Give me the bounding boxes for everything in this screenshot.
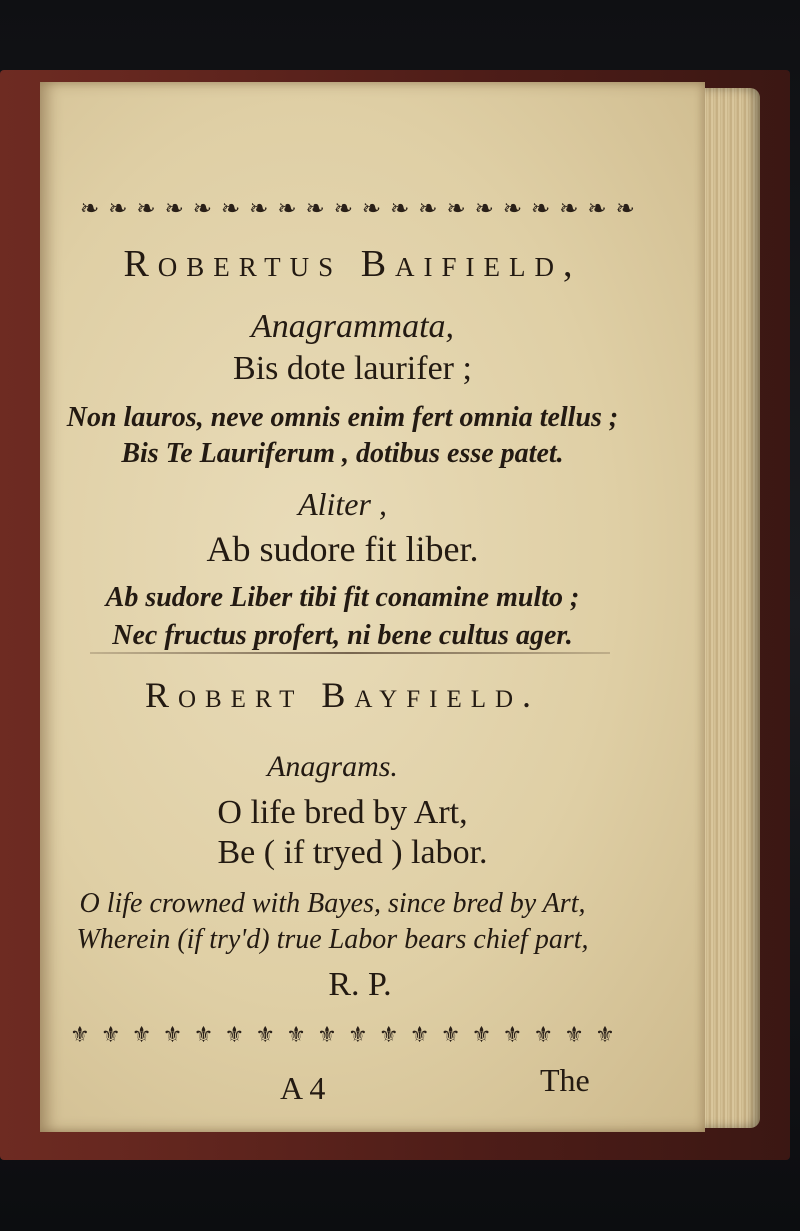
english-anagram-title: Anagrams. [267,750,398,783]
ornament-glyph: ❧ [615,196,635,222]
latin-anagram-title: Anagrammata, [250,308,455,345]
ornament-glyph: ❧ [277,196,297,222]
ornament-glyph: ⚜ [471,1022,492,1048]
ornament-glyph: ❧ [164,196,184,222]
ornament-glyph: ❧ [531,196,551,222]
ornament-glyph: ⚜ [131,1022,152,1048]
ornament-glyph: ⚜ [224,1022,245,1048]
ornament-glyph: ⚜ [193,1022,214,1048]
ornament-glyph: ⚜ [70,1022,90,1048]
catchword: The [540,1062,590,1098]
ornament-glyph: ❧ [474,196,494,222]
ornament-glyph: ❧ [361,196,382,222]
ornament-glyph: ❧ [80,196,100,222]
ornament-glyph: ⚜ [595,1022,615,1048]
english-name-heading: Robert Bayfield. [144,675,541,715]
signature-initials: R. P. [328,966,392,1003]
bottom-ornament-band [70,1018,615,1052]
latin-verse-2-line-1: Ab sudore Liber tibi fit conamine multo ; [105,582,580,613]
english-anagram-2: Be ( if tryed ) labor. [217,834,488,871]
ornament-glyph: ⚜ [162,1022,183,1048]
english-anagram-1: O life bred by Art, [217,794,468,831]
ornament-glyph: ❧ [418,196,438,222]
ornament-glyph: ⚜ [348,1022,368,1048]
top-ornament-band [80,192,635,226]
ornament-glyph: ⚜ [533,1022,554,1048]
ornament-glyph: ⚜ [378,1022,399,1048]
latin-verse-1-line-1: Non lauros, neve omnis enim fert omnia tellus ; [66,402,619,433]
book-page [40,82,705,1132]
section-divider-rule [90,652,610,654]
ornament-glyph: ❧ [587,196,607,222]
latin-anagram-2: Ab sudore fit liber. [206,529,479,569]
ornament-glyph: ❧ [390,196,410,222]
english-verse-line-1: O life crowned with Bayes, since bred by Art, [79,888,586,919]
ornament-glyph: ❧ [305,196,325,222]
ornament-glyph: ❧ [446,196,466,222]
ornament-glyph: ❧ [333,196,353,222]
latin-name-heading: Robertus Baifield, [123,243,582,285]
ornament-glyph: ❧ [192,196,213,222]
ornament-glyph: ⚜ [100,1022,121,1048]
ornament-glyph: ❧ [108,196,128,222]
ornament-glyph: ⚜ [440,1022,461,1048]
latin-aliter: Aliter , [298,486,387,522]
ornament-glyph: ⚜ [286,1022,306,1048]
ornament-glyph: ❧ [249,196,269,222]
ornament-glyph: ❧ [502,196,523,222]
latin-verse-2-line-2: Nec fructus profert, ni bene cultus ager. [112,620,573,651]
signature-mark: A 4 [280,1070,326,1106]
ornament-glyph: ⚜ [564,1022,584,1048]
latin-verse-1-line-2: Bis Te Lauriferum , dotibus esse patet. [121,438,564,469]
ornament-glyph: ⚜ [255,1022,276,1048]
ornament-glyph: ❧ [136,196,156,222]
english-verse-line-2: Wherein (if try'd) true Labor bears chief part, [76,924,589,955]
ornament-glyph: ⚜ [502,1022,523,1048]
ornament-glyph: ⚜ [409,1022,430,1048]
ornament-glyph: ❧ [220,196,241,222]
ornament-glyph: ⚜ [317,1022,337,1048]
latin-anagram-1: Bis dote laurifer ; [233,350,472,387]
ornament-glyph: ❧ [559,196,579,222]
